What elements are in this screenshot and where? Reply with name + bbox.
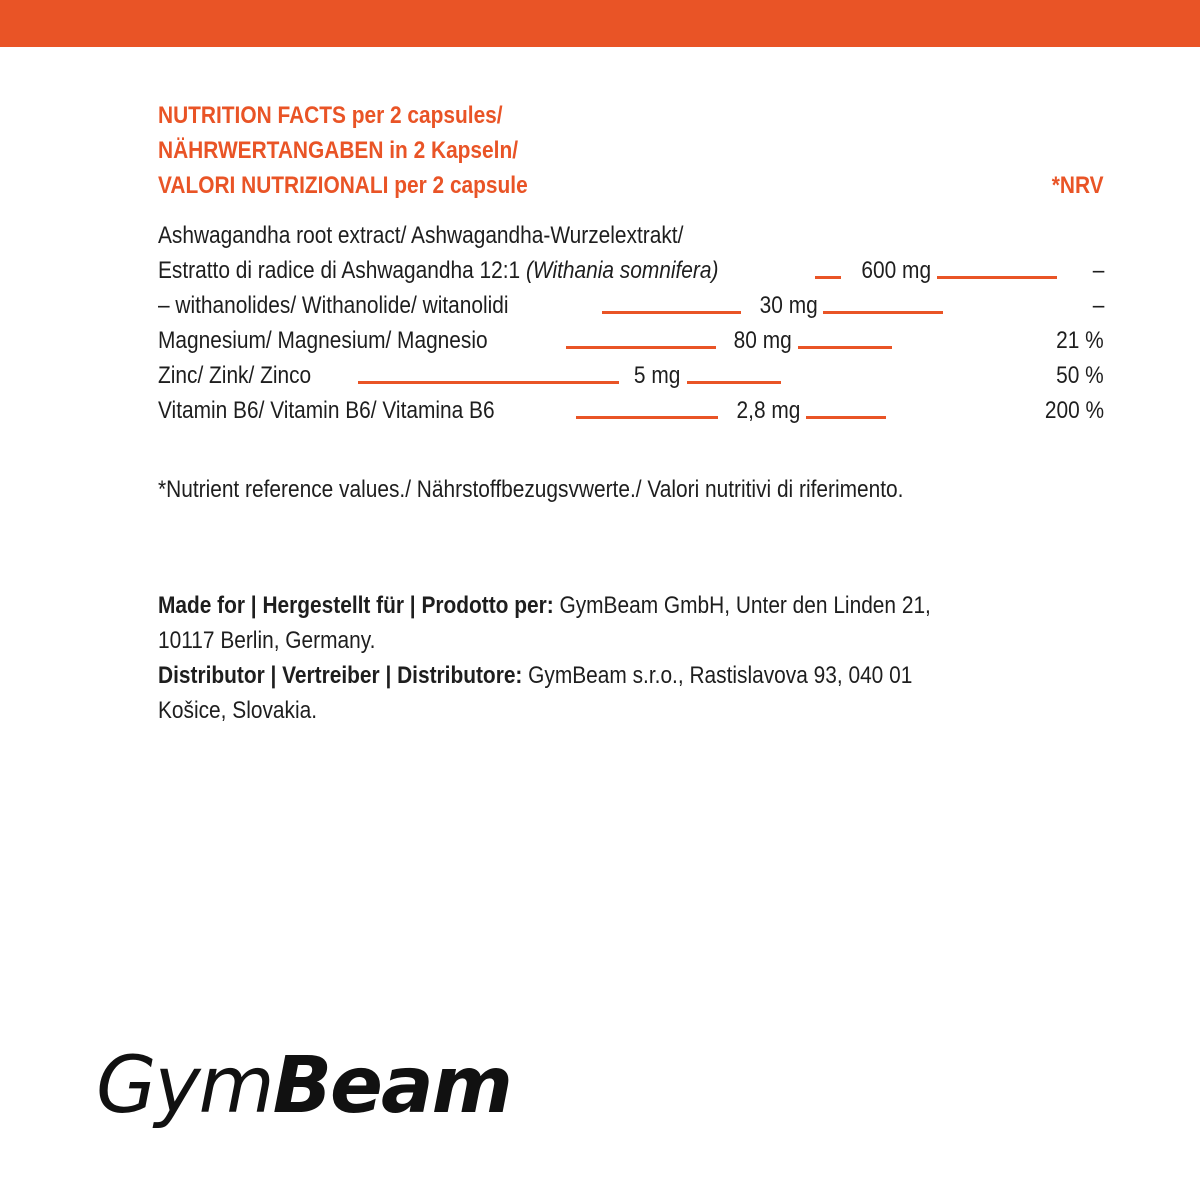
nutrient-amount xyxy=(722,323,792,358)
ashwagandha-name-line2: Estratto di radice di Ashwagandha 12:1 xyxy=(158,257,526,284)
nutrient-amount xyxy=(747,288,817,323)
magnesium-name-wrap xyxy=(158,323,506,358)
nrv-column-header-text: *NRV xyxy=(1052,172,1104,199)
manufacturer-info xyxy=(158,588,1104,728)
ashwagandha-nrv: – xyxy=(1092,257,1105,284)
made-for-address-line2: 10117 Berlin, Germany. xyxy=(158,627,376,654)
ashwagandha-amount: 600 mg xyxy=(861,257,931,284)
leader-line xyxy=(358,381,619,384)
vitamin-b6-amount: 2,8 mg xyxy=(736,397,800,424)
leader-line xyxy=(576,416,718,419)
leader-line xyxy=(937,276,1057,279)
nrv-footnote: *Nutrient reference values./ Nährstoffbezugsvwerte./ Valori nutritivi di riferimento. xyxy=(158,476,904,503)
leader-line xyxy=(566,346,716,349)
nutrient-row-withanolides xyxy=(158,288,1104,323)
logo-gym-text: Gym xyxy=(96,1041,273,1131)
heading-line-de: NÄHRWERTANGABEN in 2 Kapseln/ xyxy=(158,137,519,164)
distributor-address-line2: Košice, Slovakia. xyxy=(158,697,318,724)
made-for-line xyxy=(158,588,1104,623)
withanolides-nrv: – xyxy=(1092,292,1105,319)
nutrient-table xyxy=(158,218,1104,428)
nutrition-facts-panel xyxy=(158,98,1104,428)
nutrient-amount xyxy=(724,393,800,428)
zinc-nrv: 50 % xyxy=(1056,362,1105,389)
nutrient-nrv xyxy=(894,393,1104,428)
nrv-column-header xyxy=(1044,168,1104,203)
nutrient-nrv xyxy=(900,323,1104,358)
withanolides-name: – withanolides/ Withanolide/ witanolidi xyxy=(158,292,509,319)
leader-line xyxy=(798,346,892,349)
nutrient-row-ashwagandha xyxy=(158,253,1104,288)
nutrient-amount xyxy=(847,253,931,288)
distributor-line xyxy=(158,658,1104,693)
withanolides-name-wrap xyxy=(158,288,537,323)
zinc-amount: 5 mg xyxy=(634,362,681,389)
zinc-name-wrap xyxy=(158,358,325,393)
made-for-text: GymBeam GmbH, Unter den Linden 21, xyxy=(559,592,931,619)
magnesium-nrv: 21 % xyxy=(1056,327,1105,354)
nutrient-nrv xyxy=(1065,253,1104,288)
leader-line xyxy=(806,416,886,419)
magnesium-amount: 80 mg xyxy=(733,327,792,354)
logo-beam-text: Beam xyxy=(272,1041,511,1131)
b6-name-wrap xyxy=(158,393,515,428)
heading-line-en: NUTRITION FACTS per 2 capsules/ xyxy=(158,102,503,129)
nutrient-row-zinc xyxy=(158,358,1104,393)
nutrient-row-vitamin-b6 xyxy=(158,393,1104,428)
zinc-name: Zinc/ Zink/ Zinco xyxy=(158,362,312,389)
nutrient-nrv xyxy=(789,358,1104,393)
withanolides-amount: 30 mg xyxy=(759,292,818,319)
leader-line xyxy=(602,311,741,314)
vitamin-b6-name: Vitamin B6/ Vitamin B6/ Vitamina B6 xyxy=(158,397,495,424)
nutrition-heading xyxy=(158,98,1105,203)
ashwagandha-name-line2-wrap xyxy=(158,253,730,288)
nutrient-amount xyxy=(625,358,681,393)
nutrient-nrv xyxy=(951,288,1104,323)
ashwagandha-latin-name: (Withania somnifera) xyxy=(525,257,719,284)
leader-line xyxy=(815,276,841,279)
distributor-text: GymBeam s.r.o., Rastislavova 93, 040 01 xyxy=(528,662,913,689)
leader-line xyxy=(687,381,781,384)
magnesium-name: Magnesium/ Magnesium/ Magnesio xyxy=(158,327,488,354)
nutrient-row-magnesium xyxy=(158,323,1104,358)
leader-line xyxy=(823,311,943,314)
distributor-label: Distributor | Vertreiber | Distributore: xyxy=(158,662,523,689)
made-for-label: Made for | Hergestellt für | Prodotto per: xyxy=(158,592,554,619)
ashwagandha-name-line1: Ashwagandha root extract/ Ashwagandha-Wurzelextrakt/ xyxy=(158,222,684,249)
heading-line-it: VALORI NUTRIZIONALI per 2 capsule xyxy=(158,172,528,199)
gymbeam-logo xyxy=(96,1040,511,1130)
vitamin-b6-nrv: 200 % xyxy=(1044,397,1104,424)
top-accent-bar xyxy=(0,0,1200,47)
